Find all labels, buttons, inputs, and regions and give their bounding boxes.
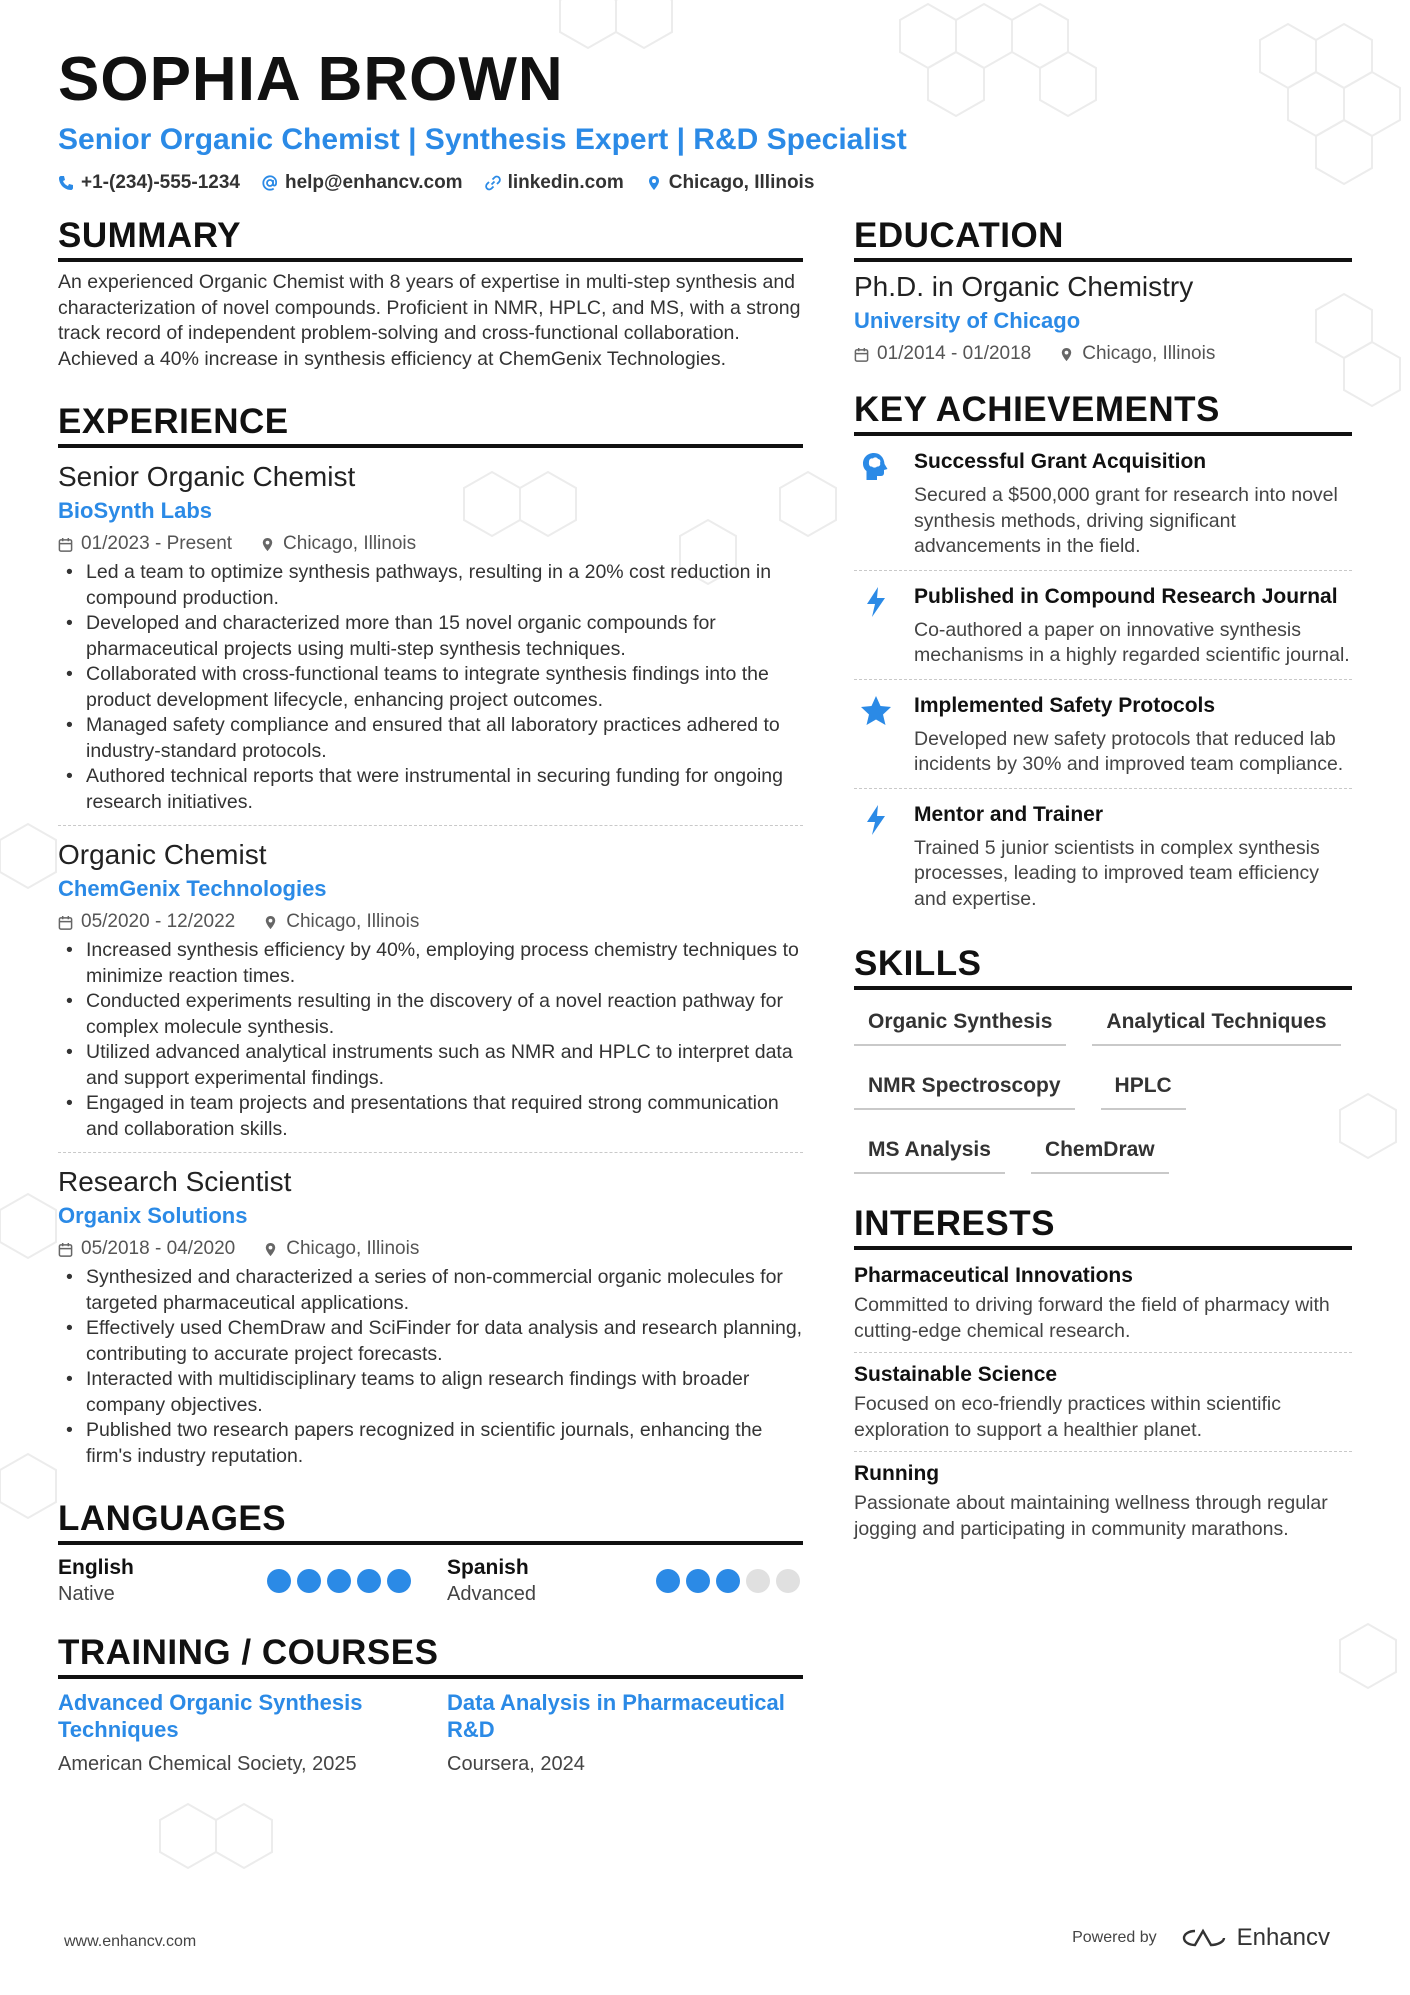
rating-dot: [716, 1569, 740, 1593]
job-dates-text: 05/2018 - 04/2020: [81, 1238, 236, 1259]
job-bullet: • Increased synthesis efficiency by 40%, employing process chemistry techniques to minimize reaction times.: [58, 938, 803, 989]
job-location-text: Chicago, Illinois: [286, 911, 420, 932]
calendar-icon: [58, 537, 73, 552]
achievement-item: [854, 571, 1352, 680]
achievement-description: Trained 5 junior scientists in complex synthesis processes, leading to improved team efficiency and expertise.: [914, 836, 1320, 910]
skill-tag: HPLC: [1101, 1068, 1186, 1110]
skill-tag: Organic Synthesis: [854, 1004, 1066, 1046]
job-location: [263, 1237, 419, 1261]
resume-header: [58, 44, 1358, 194]
location-pin-icon: [263, 915, 278, 930]
job-bullet: • Utilized advanced analytical instruments such as NMR and HPLC to interpret data and support experimental findings.: [58, 1040, 803, 1091]
training-heading: TRAINING / COURSES: [58, 1633, 803, 1679]
job-bullet: • Authored technical reports that were instrumental in securing funding for ongoing research initiatives.: [58, 764, 803, 815]
interests-heading: INTERESTS: [854, 1204, 1352, 1250]
interests-section: [854, 1204, 1352, 1550]
job-bullet: • Led a team to optimize synthesis pathways, resulting in a 20% cost reduction in compound production.: [58, 560, 803, 611]
job-bullets: [58, 938, 803, 1142]
languages-heading: LANGUAGES: [58, 1499, 803, 1545]
education-dates: [854, 342, 1031, 366]
languages-section: [58, 1499, 803, 1607]
job-bullet: • Developed and characterized more than 15 novel organic compounds for pharmaceutical projects using multi-step synthesis techniques.: [58, 611, 803, 662]
job-location: [260, 532, 416, 556]
achievement-item: [854, 680, 1352, 789]
language-rating: [267, 1569, 411, 1593]
interest-description: Focused on eco-friendly practices within scientific exploration to support a healthier planet.: [854, 1393, 1282, 1441]
rating-dot: [387, 1569, 411, 1593]
skill-tag: ChemDraw: [1031, 1132, 1169, 1174]
candidate-name: SOPHIA BROWN: [58, 45, 564, 114]
job-bullet: • Interacted with multidisciplinary teams to align research findings with broader company objectives.: [58, 1367, 803, 1418]
linkedin-text: linkedin.com: [507, 172, 624, 193]
experience-item: [58, 826, 803, 1153]
job-bullet: • Effectively used ChemDraw and SciFinder for data analysis and research planning, contributing to accurate project forecasts.: [58, 1316, 803, 1367]
achievement-description: Developed new safety protocols that reduced lab incidents by 30% and improved team compliance.: [914, 727, 1344, 775]
company-name[interactable]: ChemGenix Technologies: [58, 876, 327, 901]
training-list: [58, 1689, 803, 1777]
achievement-body: [914, 583, 1352, 669]
language-name: English: [58, 1556, 134, 1579]
rating-dot: [357, 1569, 381, 1593]
interest-title: Pharmaceutical Innovations: [854, 1264, 1133, 1287]
skill-tag: Analytical Techniques: [1092, 1004, 1340, 1046]
rating-dot: [327, 1569, 351, 1593]
job-location: [263, 910, 419, 934]
language-rating: [656, 1569, 800, 1593]
rating-dot: [686, 1569, 710, 1593]
rating-dot: [297, 1569, 321, 1593]
job-bullets: [58, 560, 803, 815]
contact-email[interactable]: [262, 172, 463, 194]
job-meta: [58, 1237, 803, 1261]
course-provider: American Chemical Society, 2025: [58, 1753, 357, 1775]
brain-head-icon: [854, 448, 898, 560]
job-dates-text: 01/2023 - Present: [81, 533, 233, 554]
achievement-description: Co-authored a paper on innovative synthesis mechanisms in a highly regarded scientific journal.: [914, 618, 1350, 666]
achievement-body: [914, 448, 1352, 560]
calendar-icon: [58, 915, 73, 930]
location-pin-icon: [263, 1242, 278, 1257]
candidate-headline: Senior Organic Chemist | Synthesis Expert | R&D Specialist: [58, 123, 907, 156]
contact-phone[interactable]: [58, 172, 240, 194]
interest-description: Passionate about maintaining wellness through regular jogging and participating in community marathons.: [854, 1492, 1328, 1540]
enhancv-logo-icon: [1181, 1927, 1227, 1949]
education-degree: Ph.D. in Organic Chemistry: [854, 271, 1194, 302]
job-dates-text: 05/2020 - 12/2022: [81, 911, 236, 932]
calendar-icon: [854, 347, 869, 362]
company-name[interactable]: Organix Solutions: [58, 1203, 248, 1228]
job-dates: [58, 1237, 235, 1261]
location-pin-icon: [260, 537, 275, 552]
summary-section: [58, 216, 803, 372]
language-name: Spanish: [447, 1556, 529, 1579]
job-title: Senior Organic Chemist: [58, 461, 356, 492]
job-meta: [58, 910, 803, 934]
job-bullet: • Published two research papers recognized in scientific journals, enhancing the firm's industry reputation.: [58, 1418, 803, 1469]
education-dates-text: 01/2014 - 01/2018: [877, 343, 1032, 364]
location-text: Chicago, Illinois: [668, 172, 815, 193]
interest-item: [854, 1452, 1352, 1550]
achievement-body: [914, 801, 1352, 913]
achievement-item: [854, 789, 1352, 923]
language-level: Native: [58, 1583, 115, 1605]
rating-dot: [746, 1569, 770, 1593]
powered-by-text: Powered by: [1072, 1929, 1157, 1946]
contact-location: [646, 172, 815, 194]
rating-dot: [267, 1569, 291, 1593]
job-title: Research Scientist: [58, 1166, 292, 1197]
course-item: [58, 1689, 411, 1777]
skills-list: [854, 1004, 1352, 1174]
experience-heading: EXPERIENCE: [58, 402, 803, 448]
job-location-text: Chicago, Illinois: [283, 533, 417, 554]
location-pin-icon: [646, 175, 662, 191]
left-column: [58, 216, 803, 1807]
achievement-title: Mentor and Trainer: [914, 802, 1104, 826]
job-bullet: • Collaborated with cross-functional teams to integrate synthesis findings into the product development lifecycle, enhancing project outcomes.: [58, 662, 803, 713]
interest-title: Running: [854, 1462, 940, 1485]
course-title[interactable]: Advanced Organic Synthesis Techniques: [58, 1690, 363, 1742]
job-meta: [58, 532, 803, 556]
job-title: Organic Chemist: [58, 839, 267, 870]
job-location-text: Chicago, Illinois: [286, 1238, 420, 1259]
achievement-description: Secured a $500,000 grant for research into novel synthesis methods, driving significant advancements in the field.: [914, 484, 1338, 557]
education-location-text: Chicago, Illinois: [1082, 343, 1216, 364]
enhancv-logo[interactable]: [1181, 1924, 1330, 1952]
footer-branding: [1072, 1924, 1330, 1952]
summary-heading: SUMMARY: [58, 216, 803, 262]
phone-text: +1-(234)-555-1234: [81, 172, 240, 193]
skill-tag: MS Analysis: [854, 1132, 1005, 1174]
contact-bar: [58, 172, 1358, 194]
skills-heading: SKILLS: [854, 944, 1352, 990]
job-bullet: • Engaged in team projects and presentations that required strong communication and collaboration skills.: [58, 1091, 803, 1142]
education-meta: [854, 342, 1352, 366]
achievements-heading: KEY ACHIEVEMENTS: [854, 390, 1352, 436]
phone-icon: [58, 175, 74, 191]
language-item: [447, 1555, 800, 1607]
course-provider: Coursera, 2024: [447, 1753, 585, 1775]
summary-text: An experienced Organic Chemist with 8 years of expertise in multi-step synthesis and characterization of novel compounds. Proficient in NMR, HPLC, and MS, with a strong track record of independent problem-solving and cross-functional collaboration. Achieved a 40% increase in synthesis efficiency at ChemGenix Technologies.: [58, 271, 801, 370]
rating-dot: [776, 1569, 800, 1593]
course-title[interactable]: Data Analysis in Pharmaceutical R&D: [447, 1690, 785, 1742]
at-sign-icon: [262, 175, 278, 191]
experience-list: [58, 448, 803, 1479]
contact-linkedin[interactable]: [485, 172, 624, 194]
lightning-bolt-icon: [854, 583, 898, 669]
company-name[interactable]: BioSynth Labs: [58, 498, 213, 523]
achievements-section: [854, 390, 1352, 922]
achievement-title: Implemented Safety Protocols: [914, 693, 1216, 717]
job-dates: [58, 532, 232, 556]
achievement-body: [914, 692, 1352, 778]
language-item: [58, 1555, 411, 1607]
course-item: [447, 1689, 800, 1777]
link-icon: [485, 175, 501, 191]
star-icon: [854, 692, 898, 778]
language-text: [447, 1555, 536, 1607]
skill-tag: NMR Spectroscopy: [854, 1068, 1075, 1110]
interest-description: Committed to driving forward the field of pharmacy with cutting-edge chemical research.: [854, 1294, 1330, 1342]
job-dates: [58, 910, 235, 934]
interest-title: Sustainable Science: [854, 1363, 1058, 1386]
job-bullet: • Synthesized and characterized a series of non-commercial organic molecules for targeted pharmaceutical applications.: [58, 1265, 803, 1316]
interests-list: [854, 1254, 1352, 1550]
achievement-title: Successful Grant Acquisition: [914, 450, 1207, 473]
skills-section: [854, 944, 1352, 1174]
education-location: [1059, 342, 1215, 366]
location-pin-icon: [1059, 347, 1074, 362]
rating-dot: [656, 1569, 680, 1593]
job-bullet: • Conducted experiments resulting in the discovery of a novel reaction pathway for complex molecule synthesis.: [58, 989, 803, 1040]
right-column: [854, 216, 1352, 1580]
experience-section: [58, 402, 803, 1479]
education-section: [854, 216, 1352, 366]
interest-item: [854, 1254, 1352, 1353]
language-text: [58, 1555, 134, 1607]
experience-item: [58, 448, 803, 826]
languages-list: [58, 1555, 803, 1607]
email-text: help@enhancv.com: [284, 172, 463, 193]
job-bullet: • Managed safety compliance and ensured that all laboratory practices adhered to industry-standard protocols.: [58, 713, 803, 764]
education-heading: EDUCATION: [854, 216, 1352, 262]
calendar-icon: [58, 1242, 73, 1257]
job-bullets: [58, 1265, 803, 1469]
achievement-item: [854, 436, 1352, 571]
experience-item: [58, 1153, 803, 1479]
interest-item: [854, 1353, 1352, 1452]
education-school: University of Chicago: [854, 308, 1081, 333]
training-section: [58, 1633, 803, 1777]
brand-name: Enhancv: [1236, 1924, 1330, 1951]
lightning-bolt-icon: [854, 801, 898, 913]
footer-website[interactable]: www.enhancv.com: [64, 1933, 197, 1950]
language-level: Advanced: [447, 1583, 536, 1605]
achievements-list: [854, 436, 1352, 922]
achievement-title: Published in Compound Research Journal: [914, 584, 1338, 608]
